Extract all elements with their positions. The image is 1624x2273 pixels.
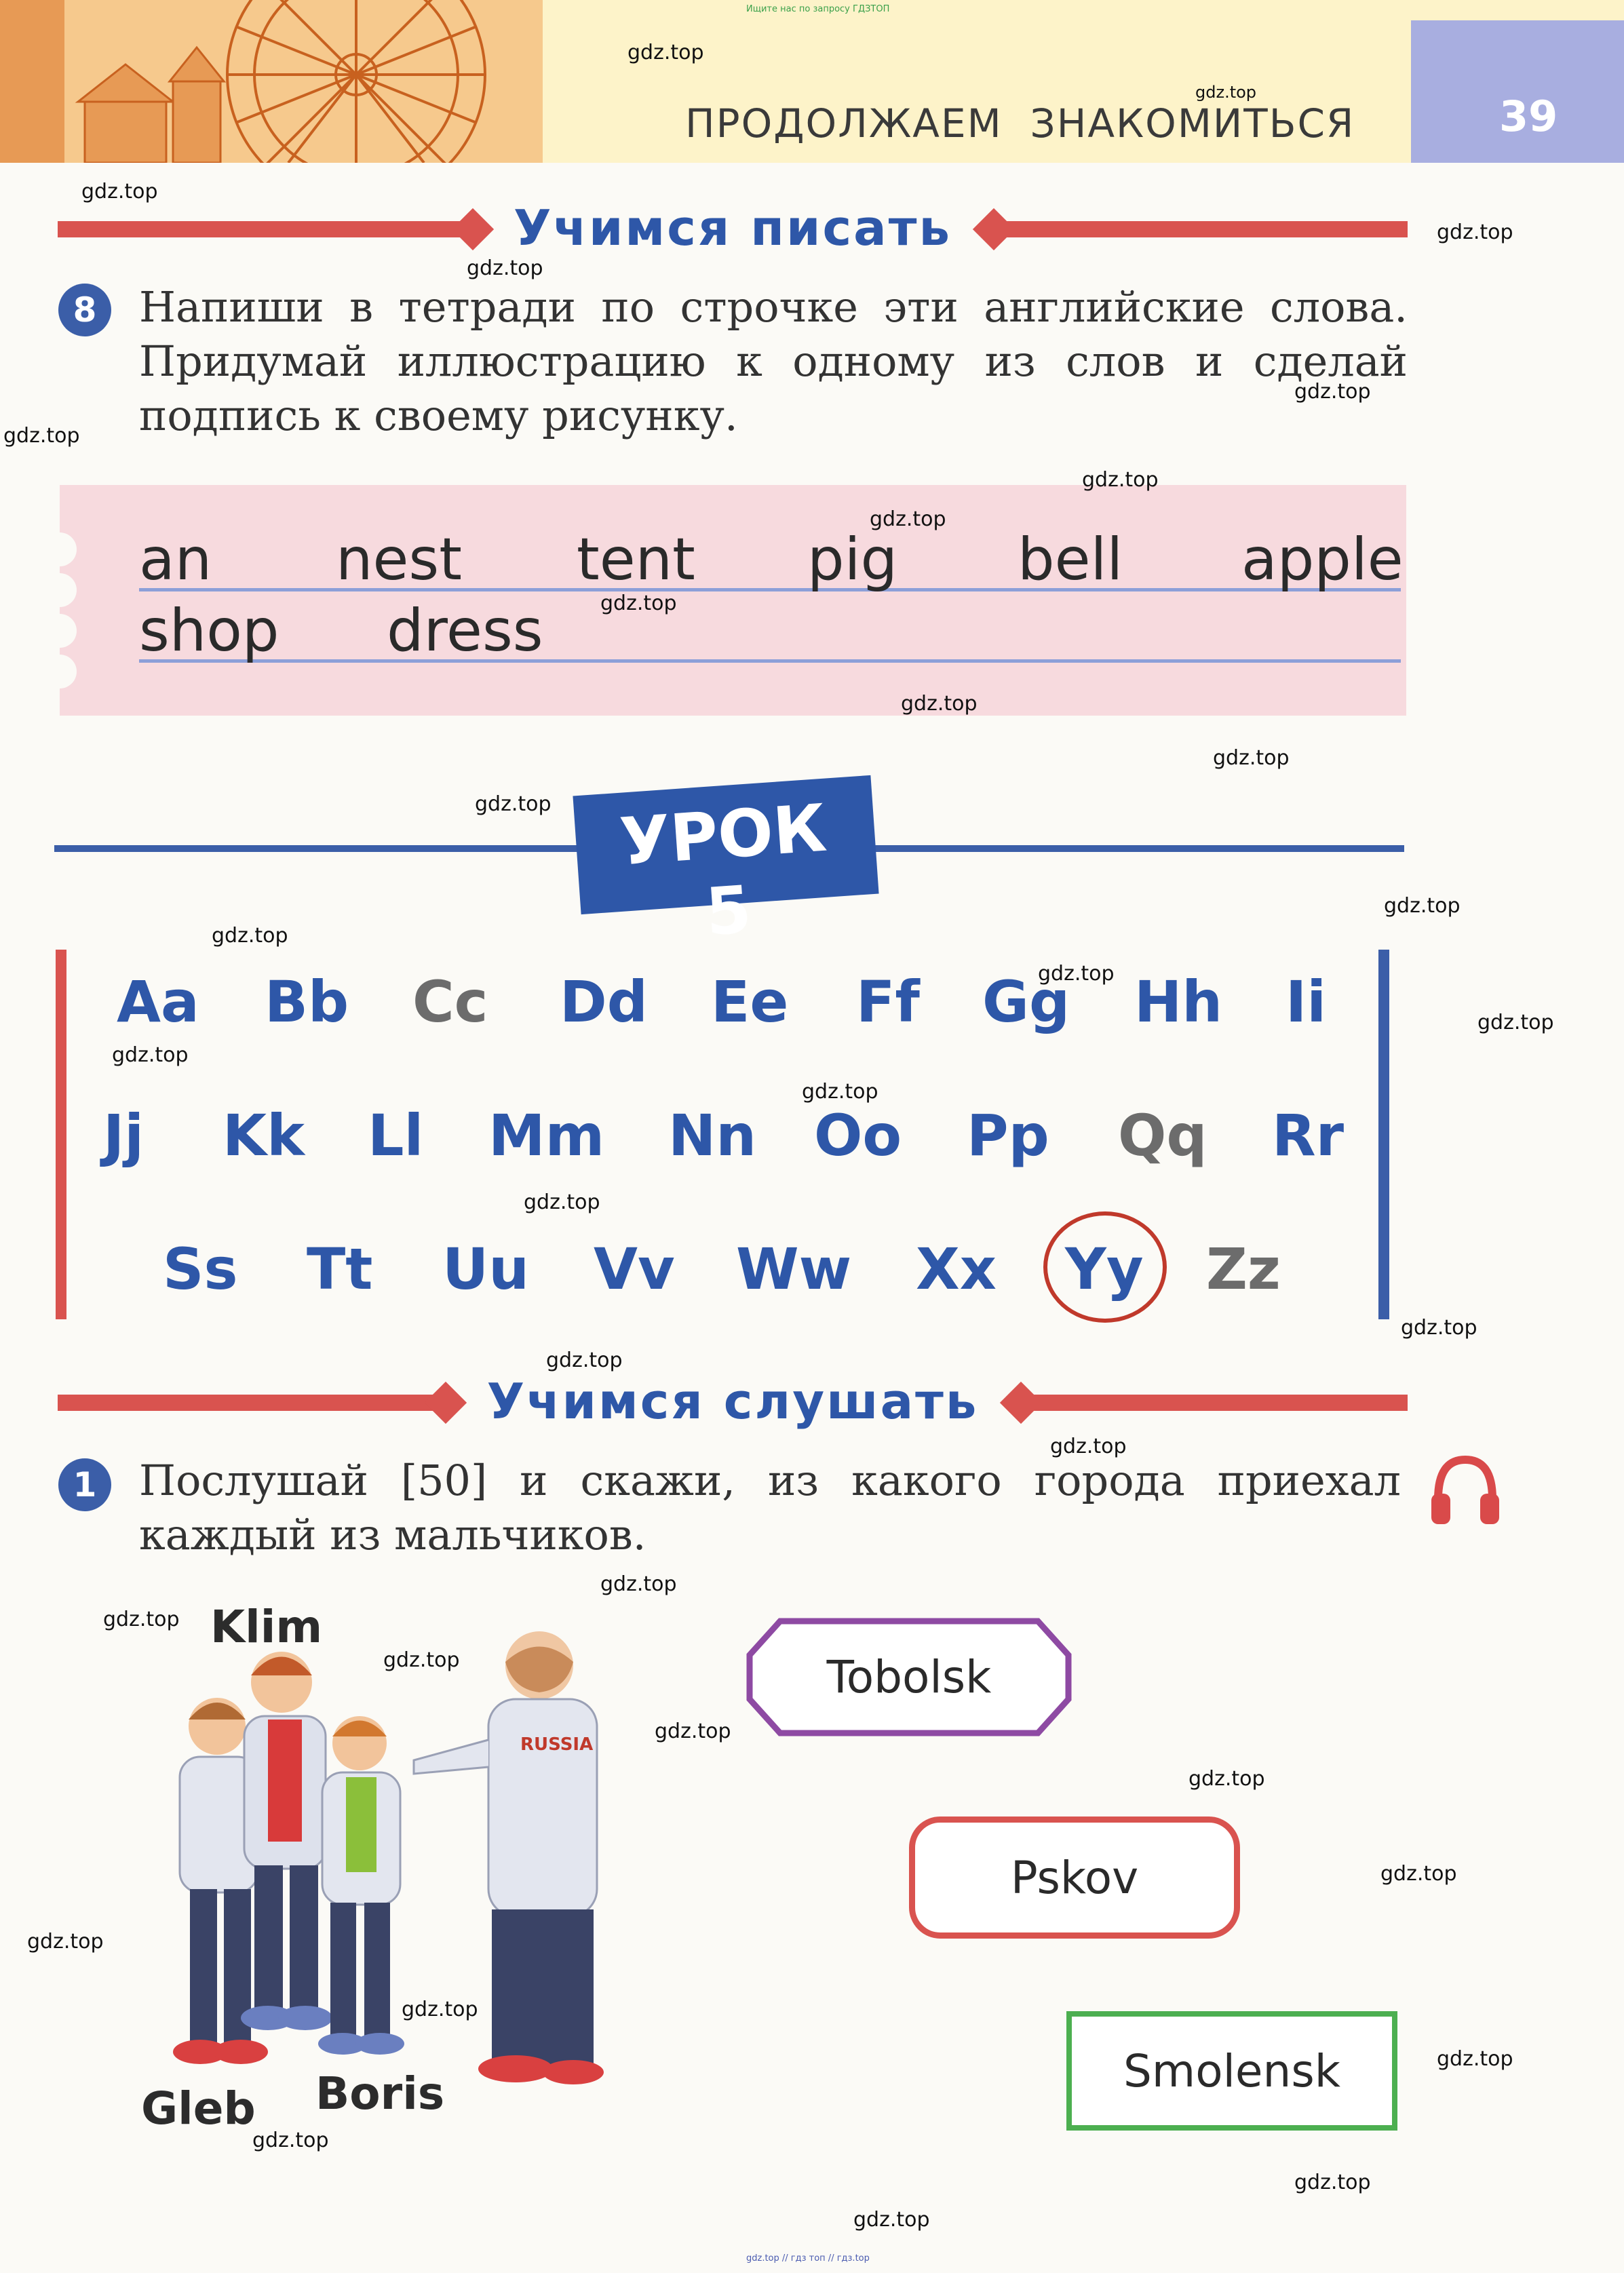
alphabet-left-bar: [56, 950, 66, 1319]
letter-oo: Oo: [814, 1102, 902, 1169]
top-note: Ищите нас по запросу ГДЗТОП: [746, 4, 890, 14]
writing-line: [139, 588, 1401, 591]
letter-ff: Ff: [856, 969, 920, 1035]
watermark: gdz.top: [252, 2129, 329, 2152]
watermark: gdz.top: [1437, 220, 1513, 244]
letter-yy: Yy: [1065, 1236, 1144, 1302]
task-1-text: Послушай [50] и скажи, из какого города приехал каждый из мальчиков.: [139, 1456, 1401, 1559]
letter-pp: Pp: [967, 1102, 1049, 1169]
watermark: gdz.top: [1038, 962, 1115, 986]
watermark: gdz.top: [1195, 83, 1257, 102]
watermark: gdz.top: [901, 692, 978, 716]
city-smolensk: Smolensk: [1066, 2011, 1397, 2131]
word-bell: bell: [1018, 526, 1123, 594]
watermark: gdz.top: [475, 792, 552, 816]
watermark: gdz.top: [27, 1930, 104, 1954]
word-apple: apple: [1241, 526, 1404, 594]
watermark: gdz.top: [1380, 1862, 1457, 1886]
letter-rr: Rr: [1272, 1102, 1345, 1169]
watermark: gdz.top: [627, 41, 704, 64]
watermark: gdz.top: [1082, 468, 1159, 492]
letter-mm: Mm: [488, 1102, 605, 1169]
watermark: gdz.top: [1477, 1011, 1554, 1034]
watermark: gdz.top: [1188, 1767, 1265, 1791]
letter-jj: Jj: [103, 1102, 144, 1169]
letter-nn: Nn: [668, 1102, 757, 1169]
boys-illustration: [146, 1625, 621, 2099]
chapter-title: ПРОДОЛЖАЕМ ЗНАКОМИТЬСЯ: [685, 100, 1355, 147]
name-gleb: Gleb: [141, 2082, 256, 2135]
watermark: gdz.top: [1213, 746, 1290, 770]
watermark: gdz.top: [870, 507, 946, 531]
letter-qq: Qq: [1118, 1102, 1207, 1169]
city-tobolsk: Tobolsk: [826, 1651, 992, 1703]
letter-cc: Cc: [412, 969, 488, 1035]
letter-kk: Kk: [223, 1102, 305, 1169]
letter-ee: Ee: [711, 969, 789, 1035]
task-number-badge: 8: [58, 284, 111, 336]
word-an: an: [139, 526, 212, 594]
task-number-badge: 1: [58, 1458, 111, 1511]
task-8-text: Напиши в тетради по строчке эти английские слова. Придумай иллюстрацию к одному из слов и сделай подпись к своему рисунку.: [139, 282, 1408, 440]
letter-zz: Zz: [1206, 1236, 1281, 1302]
watermark: gdz.top: [600, 1572, 677, 1596]
watermark: gdz.top: [1050, 1435, 1127, 1458]
letter-dd: Dd: [560, 969, 648, 1035]
writing-line: [139, 659, 1401, 663]
letter-gg: Gg: [982, 969, 1070, 1035]
watermark: gdz.top: [802, 1080, 878, 1104]
watermark: gdz.top: [600, 591, 677, 615]
banner-write-title: Учимся писать: [514, 199, 952, 256]
alphabet-right-bar: [1378, 950, 1389, 1319]
banner-listen-title: Учимся слушать: [486, 1373, 979, 1430]
letter-bb: Bb: [265, 969, 349, 1035]
watermark: gdz.top: [103, 1608, 180, 1631]
letter-aa: Aa: [117, 969, 199, 1035]
watermark: gdz.top: [524, 1190, 600, 1214]
letter-ii: Ii: [1285, 969, 1327, 1035]
letter-ll: Ll: [368, 1102, 424, 1169]
watermark: gdz.top: [112, 1043, 189, 1067]
watermark: gdz.top: [853, 2208, 930, 2232]
watermark: gdz.top: [1437, 2047, 1513, 2071]
letter-tt: Tt: [307, 1236, 373, 1302]
header-left-stripe: [0, 0, 64, 163]
footer-note: gdz.top // гдз топ // гдз.top: [746, 2253, 870, 2264]
city-pskov: Pskov: [909, 1817, 1240, 1939]
letter-ww: Ww: [736, 1236, 852, 1302]
highlight-circle: [1043, 1211, 1167, 1323]
ferris-wheel-illustration: [64, 0, 543, 163]
watermark: gdz.top: [467, 256, 543, 280]
letter-ss: Ss: [163, 1236, 238, 1302]
page-number: 39: [1499, 92, 1558, 141]
watermark: gdz.top: [212, 924, 288, 948]
watermark: gdz.top: [1294, 2171, 1371, 2194]
name-klim: Klim: [210, 1601, 323, 1653]
headphones-icon: [1428, 1452, 1503, 1526]
watermark: gdz.top: [655, 1720, 731, 1743]
watermark: gdz.top: [81, 180, 158, 203]
letter-uu: Uu: [442, 1236, 530, 1302]
letter-vv: Vv: [594, 1236, 675, 1302]
word-shop: shop: [139, 597, 279, 665]
word-pig: pig: [807, 526, 898, 594]
watermark: gdz.top: [3, 424, 80, 448]
word-dress: dress: [387, 597, 543, 665]
lesson-label: УРОК 5: [617, 790, 829, 951]
watermark: gdz.top: [1294, 380, 1371, 404]
watermark: gdz.top: [383, 1648, 460, 1672]
banner-write: [58, 199, 1408, 256]
watermark: gdz.top: [402, 1998, 478, 2021]
letter-hh: Hh: [1134, 969, 1223, 1035]
watermark: gdz.top: [546, 1348, 623, 1372]
word-tent: tent: [577, 526, 695, 594]
watermark: gdz.top: [1401, 1316, 1477, 1340]
name-boris: Boris: [315, 2067, 445, 2120]
banner-listen: [58, 1373, 1408, 1430]
word-nest: nest: [336, 526, 462, 594]
watermark: gdz.top: [1384, 894, 1461, 918]
letter-xx: Xx: [916, 1236, 997, 1302]
jacket-text: RUSSIA: [520, 1734, 594, 1755]
